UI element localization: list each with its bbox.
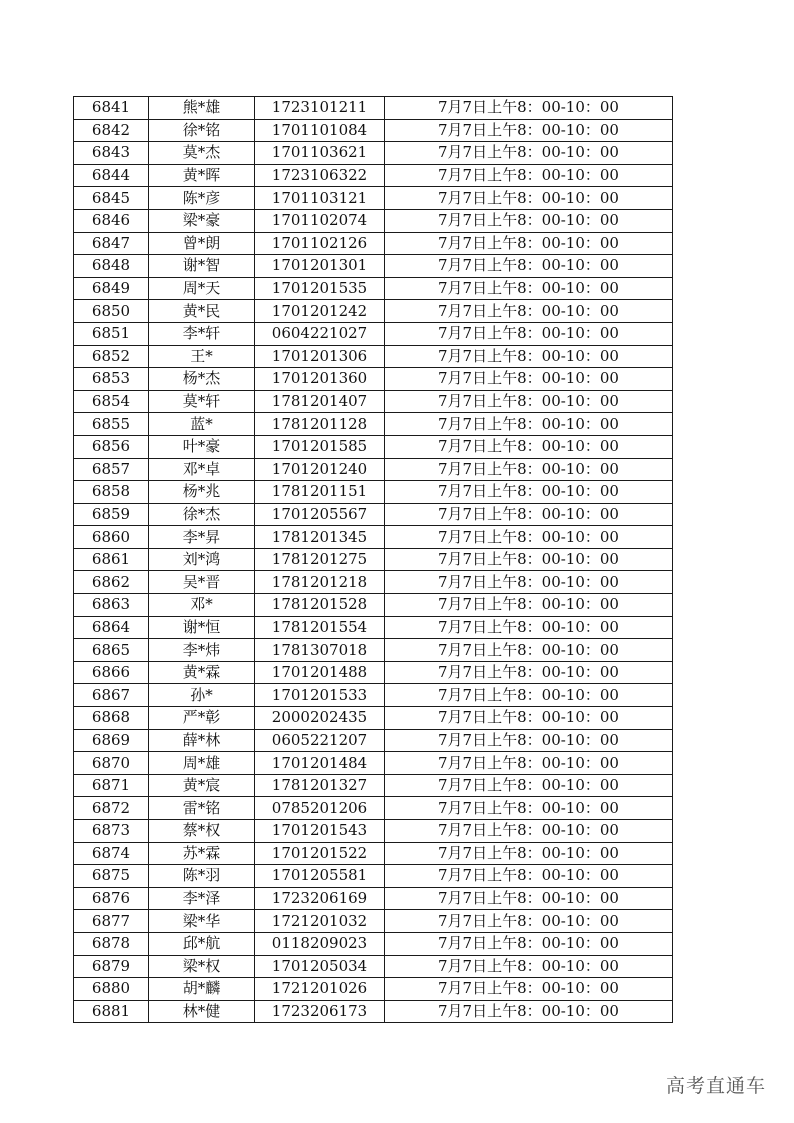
- candidate-id-cell: 1781201275: [255, 548, 385, 571]
- exam-time-cell: 7月7日上午8：00-10：00: [385, 526, 673, 549]
- table-row: [74, 164, 673, 187]
- exam-time-cell: 7月7日上午8：00-10：00: [385, 978, 673, 1001]
- candidate-id-cell: 1723101211: [255, 97, 385, 120]
- candidate-id-cell: 1701201488: [255, 661, 385, 684]
- candidate-name-cell: 邱*航: [149, 932, 255, 955]
- candidate-id-cell: 1781307018: [255, 639, 385, 662]
- exam-time-cell: 7月7日上午8：00-10：00: [385, 322, 673, 345]
- exam-time-cell: 7月7日上午8：00-10：00: [385, 684, 673, 707]
- table-row: [74, 978, 673, 1001]
- row-number-cell: 6873: [74, 820, 149, 843]
- exam-time-cell: 7月7日上午8：00-10：00: [385, 187, 673, 210]
- table-row: [74, 910, 673, 933]
- candidate-name-cell: 李*昇: [149, 526, 255, 549]
- candidate-id-cell: 0604221027: [255, 322, 385, 345]
- candidate-id-cell: 1781201151: [255, 481, 385, 504]
- exam-time-cell: 7月7日上午8：00-10：00: [385, 639, 673, 662]
- candidate-name-cell: 叶*豪: [149, 435, 255, 458]
- exam-time-cell: 7月7日上午8：00-10：00: [385, 797, 673, 820]
- table-row: [74, 639, 673, 662]
- candidate-name-cell: 李*炜: [149, 639, 255, 662]
- row-number-cell: 6863: [74, 594, 149, 617]
- table-row: [74, 820, 673, 843]
- row-number-cell: 6859: [74, 503, 149, 526]
- candidate-id-cell: 1701205567: [255, 503, 385, 526]
- table-row: [74, 932, 673, 955]
- row-number-cell: 6842: [74, 119, 149, 142]
- row-number-cell: 6850: [74, 300, 149, 323]
- table-row: [74, 594, 673, 617]
- candidate-id-cell: 1701102074: [255, 209, 385, 232]
- table-row: [74, 887, 673, 910]
- row-number-cell: 6875: [74, 865, 149, 888]
- table-row: [74, 707, 673, 730]
- row-number-cell: 6848: [74, 255, 149, 278]
- candidate-name-cell: 林*健: [149, 1000, 255, 1023]
- exam-time-cell: 7月7日上午8：00-10：00: [385, 661, 673, 684]
- table-row: [74, 842, 673, 865]
- table-row: [74, 797, 673, 820]
- roster-body: [74, 97, 673, 1023]
- row-number-cell: 6870: [74, 752, 149, 775]
- candidate-id-cell: 1781201528: [255, 594, 385, 617]
- exam-time-cell: 7月7日上午8：00-10：00: [385, 955, 673, 978]
- row-number-cell: 6876: [74, 887, 149, 910]
- row-number-cell: 6854: [74, 390, 149, 413]
- table-row: [74, 503, 673, 526]
- candidate-name-cell: 严*彰: [149, 707, 255, 730]
- candidate-name-cell: 陈*羽: [149, 865, 255, 888]
- exam-time-cell: 7月7日上午8：00-10：00: [385, 142, 673, 165]
- table-row: [74, 435, 673, 458]
- row-number-cell: 6874: [74, 842, 149, 865]
- candidate-id-cell: 1701201306: [255, 345, 385, 368]
- candidate-id-cell: 1701201543: [255, 820, 385, 843]
- row-number-cell: 6871: [74, 774, 149, 797]
- candidate-id-cell: 1701201301: [255, 255, 385, 278]
- candidate-id-cell: 1701201535: [255, 277, 385, 300]
- exam-time-cell: 7月7日上午8：00-10：00: [385, 548, 673, 571]
- candidate-id-cell: 1701103621: [255, 142, 385, 165]
- row-number-cell: 6866: [74, 661, 149, 684]
- row-number-cell: 6843: [74, 142, 149, 165]
- candidate-id-cell: 1701205581: [255, 865, 385, 888]
- exam-time-cell: 7月7日上午8：00-10：00: [385, 413, 673, 436]
- candidate-name-cell: 梁*权: [149, 955, 255, 978]
- candidate-id-cell: 1781201554: [255, 616, 385, 639]
- row-number-cell: 6847: [74, 232, 149, 255]
- row-number-cell: 6858: [74, 481, 149, 504]
- row-number-cell: 6861: [74, 548, 149, 571]
- candidate-name-cell: 陈*彦: [149, 187, 255, 210]
- table-row: [74, 661, 673, 684]
- table-row: [74, 729, 673, 752]
- table-row: [74, 255, 673, 278]
- exam-time-cell: 7月7日上午8：00-10：00: [385, 232, 673, 255]
- row-number-cell: 6852: [74, 345, 149, 368]
- table-row: [74, 277, 673, 300]
- exam-time-cell: 7月7日上午8：00-10：00: [385, 97, 673, 120]
- candidate-id-cell: 1781201407: [255, 390, 385, 413]
- row-number-cell: 6846: [74, 209, 149, 232]
- row-number-cell: 6851: [74, 322, 149, 345]
- candidate-id-cell: 1781201327: [255, 774, 385, 797]
- table-row: [74, 1000, 673, 1023]
- candidate-name-cell: 黄*宸: [149, 774, 255, 797]
- row-number-cell: 6862: [74, 571, 149, 594]
- exam-time-cell: 7月7日上午8：00-10：00: [385, 820, 673, 843]
- row-number-cell: 6867: [74, 684, 149, 707]
- exam-time-cell: 7月7日上午8：00-10：00: [385, 209, 673, 232]
- table-row: [74, 413, 673, 436]
- candidate-id-cell: 1701103121: [255, 187, 385, 210]
- row-number-cell: 6855: [74, 413, 149, 436]
- exam-time-cell: 7月7日上午8：00-10：00: [385, 571, 673, 594]
- candidate-name-cell: 薛*林: [149, 729, 255, 752]
- candidate-id-cell: 1701201360: [255, 368, 385, 391]
- candidate-id-cell: 1701201585: [255, 435, 385, 458]
- exam-time-cell: 7月7日上午8：00-10：00: [385, 255, 673, 278]
- row-number-cell: 6872: [74, 797, 149, 820]
- candidate-name-cell: 雷*铭: [149, 797, 255, 820]
- table-row: [74, 774, 673, 797]
- candidate-name-cell: 胡*麟: [149, 978, 255, 1001]
- candidate-id-cell: 1723206173: [255, 1000, 385, 1023]
- candidate-name-cell: 李*泽: [149, 887, 255, 910]
- exam-time-cell: 7月7日上午8：00-10：00: [385, 368, 673, 391]
- candidate-name-cell: 徐*杰: [149, 503, 255, 526]
- table-row: [74, 548, 673, 571]
- row-number-cell: 6877: [74, 910, 149, 933]
- row-number-cell: 6860: [74, 526, 149, 549]
- candidate-id-cell: 0605221207: [255, 729, 385, 752]
- row-number-cell: 6841: [74, 97, 149, 120]
- candidate-id-cell: 1723106322: [255, 164, 385, 187]
- table-row: [74, 322, 673, 345]
- candidate-name-cell: 杨*兆: [149, 481, 255, 504]
- exam-time-cell: 7月7日上午8：00-10：00: [385, 458, 673, 481]
- candidate-id-cell: 1701201522: [255, 842, 385, 865]
- candidate-id-cell: 1721201026: [255, 978, 385, 1001]
- candidate-id-cell: 1701201242: [255, 300, 385, 323]
- table-row: [74, 119, 673, 142]
- row-number-cell: 6881: [74, 1000, 149, 1023]
- table-row: [74, 865, 673, 888]
- exam-time-cell: 7月7日上午8：00-10：00: [385, 594, 673, 617]
- row-number-cell: 6878: [74, 932, 149, 955]
- table-row: [74, 684, 673, 707]
- candidate-name-cell: 莫*杰: [149, 142, 255, 165]
- exam-time-cell: 7月7日上午8：00-10：00: [385, 887, 673, 910]
- candidate-name-cell: 曾*朗: [149, 232, 255, 255]
- exam-roster-table: [73, 96, 673, 1023]
- candidate-id-cell: 1701101084: [255, 119, 385, 142]
- candidate-name-cell: 蓝*: [149, 413, 255, 436]
- candidate-name-cell: 谢*恒: [149, 616, 255, 639]
- exam-time-cell: 7月7日上午8：00-10：00: [385, 1000, 673, 1023]
- candidate-id-cell: 1701102126: [255, 232, 385, 255]
- table-row: [74, 571, 673, 594]
- exam-time-cell: 7月7日上午8：00-10：00: [385, 345, 673, 368]
- row-number-cell: 6849: [74, 277, 149, 300]
- candidate-id-cell: 1781201128: [255, 413, 385, 436]
- candidate-id-cell: 1781201345: [255, 526, 385, 549]
- exam-time-cell: 7月7日上午8：00-10：00: [385, 842, 673, 865]
- candidate-id-cell: 2000202435: [255, 707, 385, 730]
- exam-time-cell: 7月7日上午8：00-10：00: [385, 390, 673, 413]
- table-row: [74, 187, 673, 210]
- candidate-id-cell: 1701205034: [255, 955, 385, 978]
- candidate-name-cell: 王*: [149, 345, 255, 368]
- exam-time-cell: 7月7日上午8：00-10：00: [385, 616, 673, 639]
- candidate-name-cell: 梁*华: [149, 910, 255, 933]
- exam-time-cell: 7月7日上午8：00-10：00: [385, 865, 673, 888]
- row-number-cell: 6845: [74, 187, 149, 210]
- exam-time-cell: 7月7日上午8：00-10：00: [385, 729, 673, 752]
- table-row: [74, 300, 673, 323]
- candidate-name-cell: 蔡*权: [149, 820, 255, 843]
- candidate-name-cell: 邓*卓: [149, 458, 255, 481]
- table-row: [74, 142, 673, 165]
- row-number-cell: 6865: [74, 639, 149, 662]
- candidate-name-cell: 刘*鸿: [149, 548, 255, 571]
- exam-time-cell: 7月7日上午8：00-10：00: [385, 707, 673, 730]
- candidate-name-cell: 熊*雄: [149, 97, 255, 120]
- row-number-cell: 6857: [74, 458, 149, 481]
- candidate-name-cell: 李*轩: [149, 322, 255, 345]
- exam-time-cell: 7月7日上午8：00-10：00: [385, 932, 673, 955]
- candidate-name-cell: 黄*霖: [149, 661, 255, 684]
- exam-time-cell: 7月7日上午8：00-10：00: [385, 752, 673, 775]
- table-row: [74, 390, 673, 413]
- candidate-name-cell: 孙*: [149, 684, 255, 707]
- table-row: [74, 232, 673, 255]
- row-number-cell: 6856: [74, 435, 149, 458]
- row-number-cell: 6844: [74, 164, 149, 187]
- candidate-name-cell: 黄*晖: [149, 164, 255, 187]
- candidate-id-cell: 1721201032: [255, 910, 385, 933]
- candidate-name-cell: 黄*民: [149, 300, 255, 323]
- candidate-name-cell: 苏*霖: [149, 842, 255, 865]
- table-row: [74, 97, 673, 120]
- candidate-name-cell: 周*雄: [149, 752, 255, 775]
- exam-time-cell: 7月7日上午8：00-10：00: [385, 164, 673, 187]
- candidate-name-cell: 梁*豪: [149, 209, 255, 232]
- exam-time-cell: 7月7日上午8：00-10：00: [385, 119, 673, 142]
- row-number-cell: 6868: [74, 707, 149, 730]
- exam-time-cell: 7月7日上午8：00-10：00: [385, 300, 673, 323]
- table-row: [74, 752, 673, 775]
- candidate-id-cell: 0118209023: [255, 932, 385, 955]
- candidate-name-cell: 莫*轩: [149, 390, 255, 413]
- exam-time-cell: 7月7日上午8：00-10：00: [385, 481, 673, 504]
- candidate-name-cell: 徐*铭: [149, 119, 255, 142]
- exam-time-cell: 7月7日上午8：00-10：00: [385, 503, 673, 526]
- candidate-id-cell: 1701201240: [255, 458, 385, 481]
- exam-time-cell: 7月7日上午8：00-10：00: [385, 910, 673, 933]
- watermark: 高考直通车: [665, 1075, 766, 1097]
- candidate-name-cell: 邓*: [149, 594, 255, 617]
- table-row: [74, 345, 673, 368]
- candidate-id-cell: 1701201533: [255, 684, 385, 707]
- table-row: [74, 616, 673, 639]
- table-row: [74, 458, 673, 481]
- candidate-id-cell: 1781201218: [255, 571, 385, 594]
- candidate-name-cell: 谢*智: [149, 255, 255, 278]
- table-row: [74, 955, 673, 978]
- exam-time-cell: 7月7日上午8：00-10：00: [385, 277, 673, 300]
- table-row: [74, 368, 673, 391]
- candidate-name-cell: 周*天: [149, 277, 255, 300]
- candidate-id-cell: 0785201206: [255, 797, 385, 820]
- row-number-cell: 6869: [74, 729, 149, 752]
- candidate-id-cell: 1701201484: [255, 752, 385, 775]
- candidate-name-cell: 吴*晋: [149, 571, 255, 594]
- candidate-id-cell: 1723206169: [255, 887, 385, 910]
- row-number-cell: 6879: [74, 955, 149, 978]
- row-number-cell: 6853: [74, 368, 149, 391]
- table-row: [74, 481, 673, 504]
- exam-time-cell: 7月7日上午8：00-10：00: [385, 774, 673, 797]
- exam-time-cell: 7月7日上午8：00-10：00: [385, 435, 673, 458]
- row-number-cell: 6880: [74, 978, 149, 1001]
- table-row: [74, 209, 673, 232]
- row-number-cell: 6864: [74, 616, 149, 639]
- table-row: [74, 526, 673, 549]
- candidate-name-cell: 杨*杰: [149, 368, 255, 391]
